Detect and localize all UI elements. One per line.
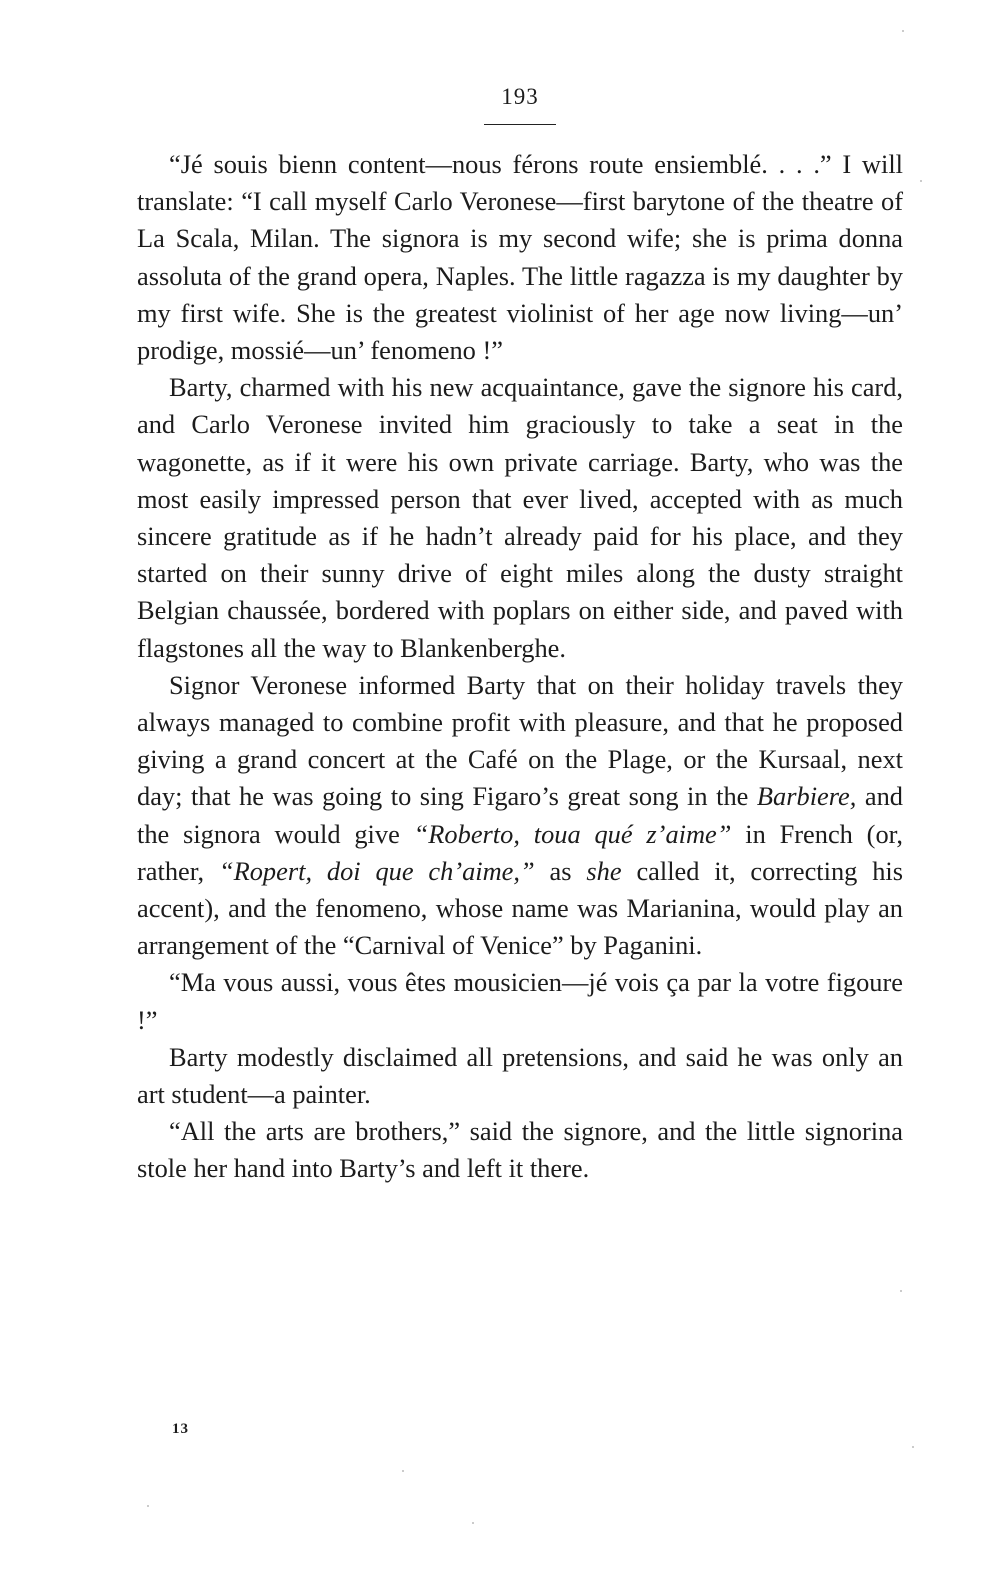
paragraph-3 [137,667,903,965]
paragraph-1 [137,146,903,369]
paper-speck [912,1446,914,1448]
paragraph-1-text: “Jé souis bienn content—nous férons route ensiemblé. . . .” I will translate: “I call myself Carlo Veronese—first barytone of the theatre of La Scala, Milan. The signora is my second wife; she is prima donna assoluta of the grand opera, Naples. The little ragazza is my daughter by my first wife. She is the greatest violinist of her age now living—un’ prodige, mossié—un’ fenomeno !” [137,149,903,366]
paragraph-4-text: “Ma vous aussi, vous êtes mousicien—jé vois ça par la votre figoure !” [137,967,903,1035]
signature-mark: 13 [172,1421,189,1437]
paragraph-6 [137,1113,903,1187]
paragraph-3-italic-she: she [586,855,622,886]
paper-speck [147,1505,149,1507]
paragraph-4 [137,964,903,1038]
paper-speck [902,30,904,32]
page-number: 193 [501,84,539,109]
paper-speck [402,1470,404,1472]
paragraph-3-text-a: Signor Veronese informed Barty that on their holiday travels they always managed to combine profit with pleasure, and that he proposed giving a grand concert at the Café on the Plage, or the Kursaal, next day; that he was going to sing Figaro’s great song in the [137,669,903,812]
paper-speck [920,180,922,182]
paper-speck [900,1290,902,1292]
paragraph-3-text-c: and the signora would give [137,781,903,849]
paragraph-5 [137,1039,903,1113]
paper-speck [472,1522,474,1524]
paragraph-3-text-i: called it, correcting his accent), and the fenomeno, whose name was Marianina, would play an arrangement of the “Carnival of Venice” by Paganini. [137,855,904,961]
paragraph-5-text: Barty modestly disclaimed all pretensions, and said he was only an art student—a painter. [137,1041,903,1110]
paragraph-3-text-g: as [549,855,572,886]
paragraph-3-italic-barbiere: Barbiere, [756,781,857,812]
paragraph-6-text: “All the arts are brothers,” said the signore, and the little signorina stole her hand into Barty’s and left it there. [137,1116,903,1184]
paragraph-3-text-e: in French (or, rather, [137,818,903,886]
paragraph-3-italic-roberto: “Roberto, toua qué z’aime” [413,818,732,849]
paragraph-3-italic-ropert: “Ropert, doi que ch’aime,” [218,855,535,886]
paragraph-2-text: Barty, charmed with his new acquaintance, gave the signore his card, and Carlo Veronese invited him graciously to take a seat in the wagonette, as if it were his own private carriage. Barty, who was the most easily impressed person that ever lived, accepted with as much sincere gratitude as if he hadn’t already paid for his place, and they started on their sunny drive of eight miles along the dusty straight Belgian chaussée, bordered with poplars on either side, and paved with flagstones all the way to Blankenberghe. [137,372,903,663]
paragraph-2 [137,369,903,667]
page-body [137,146,903,1188]
header-rule [484,124,556,125]
